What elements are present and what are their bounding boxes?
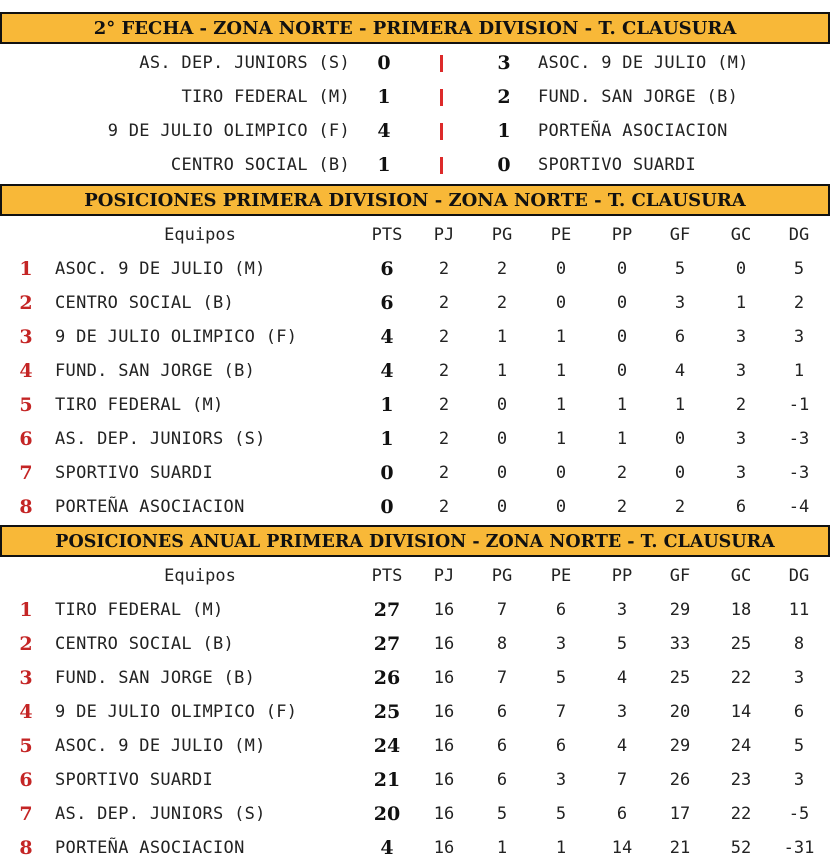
goals-against: 23 bbox=[730, 770, 752, 790]
table-row bbox=[0, 729, 830, 763]
goal-difference: -3 bbox=[788, 463, 810, 483]
match-row bbox=[0, 148, 830, 182]
lost: 2 bbox=[616, 463, 628, 483]
points: 27 bbox=[373, 599, 401, 621]
goals-for: 21 bbox=[669, 838, 691, 858]
goals-against: 0 bbox=[735, 259, 747, 279]
score-separator bbox=[440, 55, 443, 72]
drawn: 1 bbox=[555, 838, 567, 858]
played: 16 bbox=[433, 702, 455, 722]
table-row bbox=[0, 797, 830, 831]
goals-for: 17 bbox=[669, 804, 691, 824]
header-team: Equipos bbox=[164, 566, 236, 586]
position: 5 bbox=[19, 735, 33, 757]
played: 16 bbox=[433, 600, 455, 620]
won: 6 bbox=[496, 736, 508, 756]
played: 2 bbox=[438, 293, 450, 313]
team-name: PORTEÑA ASOCIACION bbox=[55, 497, 245, 517]
goals-for: 3 bbox=[674, 293, 686, 313]
away-team: PORTEÑA ASOCIACION bbox=[538, 121, 728, 141]
points: 4 bbox=[380, 326, 394, 348]
points: 21 bbox=[373, 769, 401, 791]
position: 6 bbox=[19, 769, 33, 791]
home-score: 1 bbox=[377, 154, 391, 176]
position: 7 bbox=[19, 803, 33, 825]
goal-difference: 3 bbox=[793, 770, 805, 790]
position: 8 bbox=[19, 496, 33, 518]
lost: 4 bbox=[616, 736, 628, 756]
goals-against: 3 bbox=[735, 361, 747, 381]
lost: 1 bbox=[616, 395, 628, 415]
table-row bbox=[0, 388, 830, 422]
goals-for: 33 bbox=[669, 634, 691, 654]
header-dg: DG bbox=[788, 225, 810, 245]
goal-difference: 5 bbox=[793, 736, 805, 756]
header-gf: GF bbox=[669, 566, 691, 586]
team-name: 9 DE JULIO OLIMPICO (F) bbox=[55, 702, 298, 722]
played: 2 bbox=[438, 429, 450, 449]
goals-for: 0 bbox=[674, 429, 686, 449]
away-team: ASOC. 9 DE JULIO (M) bbox=[538, 53, 749, 73]
goals-for: 0 bbox=[674, 463, 686, 483]
header-gf: GF bbox=[669, 225, 691, 245]
score-separator bbox=[440, 157, 443, 174]
team-name: AS. DEP. JUNIORS (S) bbox=[55, 804, 266, 824]
fixture-title: 2° FECHA - ZONA NORTE - PRIMERA DIVISION - T. CLAUSURA bbox=[0, 12, 830, 44]
team-name: FUND. SAN JORGE (B) bbox=[55, 361, 256, 381]
won: 6 bbox=[496, 702, 508, 722]
drawn: 0 bbox=[555, 259, 567, 279]
match-row bbox=[0, 114, 830, 148]
standings-header bbox=[0, 218, 830, 252]
lost: 2 bbox=[616, 497, 628, 517]
played: 2 bbox=[438, 259, 450, 279]
won: 2 bbox=[496, 259, 508, 279]
won: 0 bbox=[496, 497, 508, 517]
lost: 0 bbox=[616, 293, 628, 313]
points: 20 bbox=[373, 803, 401, 825]
played: 2 bbox=[438, 463, 450, 483]
goals-for: 4 bbox=[674, 361, 686, 381]
home-score: 0 bbox=[377, 52, 391, 74]
away-team: FUND. SAN JORGE (B) bbox=[538, 87, 739, 107]
away-score: 0 bbox=[497, 154, 511, 176]
away-score: 2 bbox=[497, 86, 511, 108]
played: 2 bbox=[438, 497, 450, 517]
played: 16 bbox=[433, 804, 455, 824]
won: 0 bbox=[496, 463, 508, 483]
team-name: 9 DE JULIO OLIMPICO (F) bbox=[55, 327, 298, 347]
team-name: PORTEÑA ASOCIACION bbox=[55, 838, 245, 858]
away-score: 3 bbox=[497, 52, 511, 74]
drawn: 6 bbox=[555, 736, 567, 756]
header-pts: PTS bbox=[371, 225, 403, 245]
team-name: CENTRO SOCIAL (B) bbox=[55, 293, 235, 313]
drawn: 5 bbox=[555, 804, 567, 824]
drawn: 5 bbox=[555, 668, 567, 688]
played: 16 bbox=[433, 668, 455, 688]
goal-difference: -5 bbox=[788, 804, 810, 824]
goals-for: 6 bbox=[674, 327, 686, 347]
standings-title: POSICIONES PRIMERA DIVISION - ZONA NORTE - T. CLAUSURA bbox=[0, 184, 830, 216]
score-separator bbox=[440, 89, 443, 106]
goals-against: 6 bbox=[735, 497, 747, 517]
goals-against: 52 bbox=[730, 838, 752, 858]
played: 16 bbox=[433, 634, 455, 654]
goal-difference: 5 bbox=[793, 259, 805, 279]
header-gc: GC bbox=[730, 225, 752, 245]
points: 6 bbox=[380, 292, 394, 314]
team-name: TIRO FEDERAL (M) bbox=[55, 600, 224, 620]
table-row bbox=[0, 661, 830, 695]
table-row bbox=[0, 593, 830, 627]
header-pj: PJ bbox=[433, 225, 455, 245]
lost: 4 bbox=[616, 668, 628, 688]
goals-against: 2 bbox=[735, 395, 747, 415]
lost: 6 bbox=[616, 804, 628, 824]
won: 1 bbox=[496, 838, 508, 858]
table-row bbox=[0, 490, 830, 524]
won: 0 bbox=[496, 395, 508, 415]
position: 1 bbox=[19, 599, 33, 621]
goals-against: 22 bbox=[730, 804, 752, 824]
lost: 0 bbox=[616, 361, 628, 381]
won: 1 bbox=[496, 361, 508, 381]
won: 2 bbox=[496, 293, 508, 313]
played: 16 bbox=[433, 736, 455, 756]
goal-difference: 11 bbox=[788, 600, 810, 620]
header-team: Equipos bbox=[164, 225, 236, 245]
annual-header bbox=[0, 559, 830, 593]
table-row bbox=[0, 320, 830, 354]
won: 7 bbox=[496, 600, 508, 620]
points: 27 bbox=[373, 633, 401, 655]
position: 4 bbox=[19, 360, 33, 382]
header-pe: PE bbox=[550, 225, 572, 245]
played: 16 bbox=[433, 770, 455, 790]
goal-difference: -1 bbox=[788, 395, 810, 415]
goals-against: 14 bbox=[730, 702, 752, 722]
position: 3 bbox=[19, 667, 33, 689]
goal-difference: 3 bbox=[793, 668, 805, 688]
goal-difference: -3 bbox=[788, 429, 810, 449]
points: 0 bbox=[380, 462, 394, 484]
goals-against: 25 bbox=[730, 634, 752, 654]
position: 2 bbox=[19, 292, 33, 314]
goals-for: 29 bbox=[669, 600, 691, 620]
home-score: 1 bbox=[377, 86, 391, 108]
goals-for: 29 bbox=[669, 736, 691, 756]
drawn: 1 bbox=[555, 395, 567, 415]
drawn: 3 bbox=[555, 634, 567, 654]
won: 8 bbox=[496, 634, 508, 654]
position: 2 bbox=[19, 633, 33, 655]
home-team: 9 DE JULIO OLIMPICO (F) bbox=[107, 121, 350, 141]
away-score: 1 bbox=[497, 120, 511, 142]
goals-for: 1 bbox=[674, 395, 686, 415]
team-name: SPORTIVO SUARDI bbox=[55, 463, 214, 483]
header-pp: PP bbox=[611, 225, 633, 245]
lost: 14 bbox=[611, 838, 633, 858]
header-pg: PG bbox=[491, 225, 513, 245]
header-gc: GC bbox=[730, 566, 752, 586]
points: 1 bbox=[380, 428, 394, 450]
lost: 0 bbox=[616, 259, 628, 279]
drawn: 1 bbox=[555, 361, 567, 381]
team-name: ASOC. 9 DE JULIO (M) bbox=[55, 736, 266, 756]
position: 7 bbox=[19, 462, 33, 484]
goal-difference: 1 bbox=[793, 361, 805, 381]
won: 0 bbox=[496, 429, 508, 449]
points: 1 bbox=[380, 394, 394, 416]
drawn: 0 bbox=[555, 293, 567, 313]
drawn: 6 bbox=[555, 600, 567, 620]
position: 5 bbox=[19, 394, 33, 416]
drawn: 1 bbox=[555, 327, 567, 347]
table-row bbox=[0, 252, 830, 286]
drawn: 0 bbox=[555, 463, 567, 483]
goal-difference: 2 bbox=[793, 293, 805, 313]
won: 1 bbox=[496, 327, 508, 347]
table-row bbox=[0, 763, 830, 797]
table-row bbox=[0, 627, 830, 661]
match-row bbox=[0, 46, 830, 80]
table-row bbox=[0, 456, 830, 490]
points: 26 bbox=[373, 667, 401, 689]
home-team: AS. DEP. JUNIORS (S) bbox=[139, 53, 350, 73]
goal-difference: 8 bbox=[793, 634, 805, 654]
header-pts: PTS bbox=[371, 566, 403, 586]
goals-for: 5 bbox=[674, 259, 686, 279]
goals-against: 3 bbox=[735, 463, 747, 483]
goals-for: 26 bbox=[669, 770, 691, 790]
goals-for: 20 bbox=[669, 702, 691, 722]
table-row bbox=[0, 695, 830, 729]
team-name: ASOC. 9 DE JULIO (M) bbox=[55, 259, 266, 279]
drawn: 1 bbox=[555, 429, 567, 449]
lost: 1 bbox=[616, 429, 628, 449]
header-pp: PP bbox=[611, 566, 633, 586]
played: 2 bbox=[438, 327, 450, 347]
goals-against: 3 bbox=[735, 429, 747, 449]
score-separator bbox=[440, 123, 443, 140]
goal-difference: 6 bbox=[793, 702, 805, 722]
points: 6 bbox=[380, 258, 394, 280]
position: 1 bbox=[19, 258, 33, 280]
position: 6 bbox=[19, 428, 33, 450]
points: 4 bbox=[380, 837, 394, 859]
goal-difference: -4 bbox=[788, 497, 810, 517]
goal-difference: 3 bbox=[793, 327, 805, 347]
lost: 5 bbox=[616, 634, 628, 654]
home-score: 4 bbox=[377, 120, 391, 142]
home-team: TIRO FEDERAL (M) bbox=[181, 87, 350, 107]
won: 7 bbox=[496, 668, 508, 688]
points: 4 bbox=[380, 360, 394, 382]
header-pg: PG bbox=[491, 566, 513, 586]
points: 24 bbox=[373, 735, 401, 757]
lost: 0 bbox=[616, 327, 628, 347]
goals-for: 2 bbox=[674, 497, 686, 517]
lost: 7 bbox=[616, 770, 628, 790]
goals-against: 24 bbox=[730, 736, 752, 756]
position: 8 bbox=[19, 837, 33, 859]
header-dg: DG bbox=[788, 566, 810, 586]
team-name: AS. DEP. JUNIORS (S) bbox=[55, 429, 266, 449]
points: 25 bbox=[373, 701, 401, 723]
away-team: SPORTIVO SUARDI bbox=[538, 155, 697, 175]
position: 3 bbox=[19, 326, 33, 348]
team-name: CENTRO SOCIAL (B) bbox=[55, 634, 235, 654]
header-pj: PJ bbox=[433, 566, 455, 586]
team-name: FUND. SAN JORGE (B) bbox=[55, 668, 256, 688]
goal-difference: -31 bbox=[783, 838, 815, 858]
table-row bbox=[0, 286, 830, 320]
goals-against: 18 bbox=[730, 600, 752, 620]
table-row bbox=[0, 422, 830, 456]
position: 4 bbox=[19, 701, 33, 723]
goals-for: 25 bbox=[669, 668, 691, 688]
won: 6 bbox=[496, 770, 508, 790]
played: 2 bbox=[438, 395, 450, 415]
annual-title: POSICIONES ANUAL PRIMERA DIVISION - ZONA NORTE - T. CLAUSURA bbox=[0, 525, 830, 557]
won: 5 bbox=[496, 804, 508, 824]
table-row bbox=[0, 354, 830, 388]
drawn: 7 bbox=[555, 702, 567, 722]
played: 16 bbox=[433, 838, 455, 858]
points: 0 bbox=[380, 496, 394, 518]
home-team: CENTRO SOCIAL (B) bbox=[170, 155, 350, 175]
team-name: TIRO FEDERAL (M) bbox=[55, 395, 224, 415]
goals-against: 22 bbox=[730, 668, 752, 688]
header-pe: PE bbox=[550, 566, 572, 586]
goals-against: 1 bbox=[735, 293, 747, 313]
match-row bbox=[0, 80, 830, 114]
lost: 3 bbox=[616, 600, 628, 620]
played: 2 bbox=[438, 361, 450, 381]
lost: 3 bbox=[616, 702, 628, 722]
team-name: SPORTIVO SUARDI bbox=[55, 770, 214, 790]
drawn: 0 bbox=[555, 497, 567, 517]
goals-against: 3 bbox=[735, 327, 747, 347]
drawn: 3 bbox=[555, 770, 567, 790]
